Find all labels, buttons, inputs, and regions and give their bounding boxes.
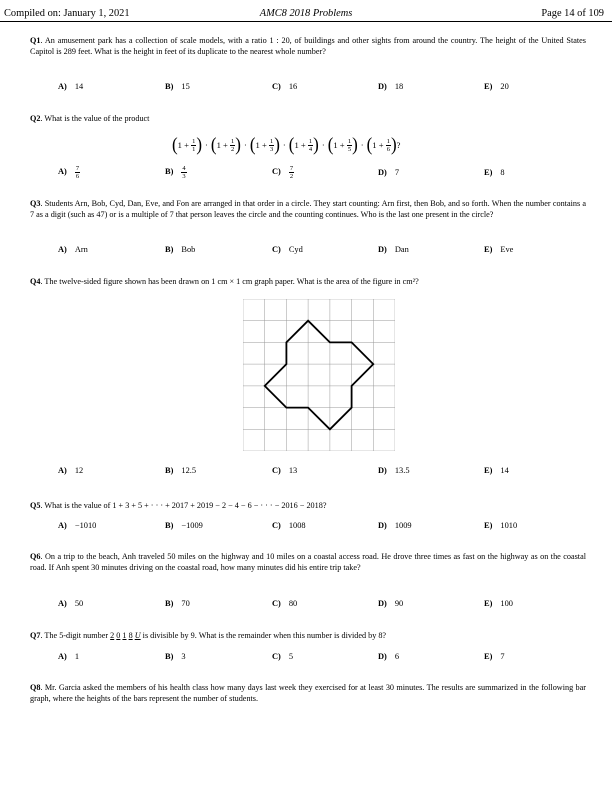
- question-text: . What is the value of the product: [40, 114, 150, 123]
- product-term: ( 1 + $\frac{1}{4}$ ): [288, 134, 319, 155]
- choice-a[interactable]: A) Arn: [58, 245, 88, 254]
- question-4: [30, 276, 586, 287]
- question-3: [30, 198, 586, 221]
- question-text: . Mr. Garcia asked the members of his health class how many days last week they exercised for at least 30 minutes. The results are summarized in the following bar graph, where the heights of the bars represent the number of students.: [30, 683, 586, 704]
- page-header: [4, 8, 608, 22]
- choice-c[interactable]: C) Cyd: [272, 245, 303, 254]
- choice-d[interactable]: D) 13.5: [378, 466, 410, 475]
- choice-e[interactable]: E) 1010: [484, 521, 518, 530]
- compiled-date: Compiled on: January 1, 2021: [4, 8, 130, 19]
- product-expression: ( 1 + $\frac{1}{1}$ ) · ( 1 + $\frac{1}{2}$ ) · ( 1 + $\frac{1}{3}$ ) · ( 1 + $\frac{1}{4}$ ) · ( 1 + $\frac{1}{5}$ ) · ( 1 + $\frac{1}{6}$ ) ?: [172, 134, 401, 155]
- question-1: [30, 35, 586, 58]
- product-term: ( 1 + $\frac{1}{1}$ ): [172, 134, 203, 155]
- answer-choices-q3: [58, 245, 598, 257]
- answer-choices-q4: [58, 466, 598, 478]
- document-title: AMC8 2018 Problems: [259, 8, 353, 19]
- header-rule: [0, 21, 612, 22]
- answer-choices-q5: [58, 521, 598, 533]
- choice-a[interactable]: A) 50: [58, 599, 84, 608]
- choice-b[interactable]: B) 3: [165, 652, 186, 661]
- choice-c[interactable]: C) 1008: [272, 521, 306, 530]
- question-number: Q4: [30, 277, 41, 286]
- answer-choices-q2: [58, 167, 598, 179]
- choice-a[interactable]: A) 12: [58, 466, 84, 475]
- question-7: Q7. The 5-digit number 2 0 1 8 U is divisible by 9. What is the remainder when this number is divided by 8?: [30, 631, 387, 640]
- twelve-sided-figure: [265, 321, 374, 430]
- question-8: [30, 682, 586, 705]
- choice-d[interactable]: D) 1009: [378, 521, 412, 530]
- question-number: Q1: [30, 36, 41, 45]
- question-number: Q8: [30, 683, 41, 692]
- product-term: ( 1 + $\frac{1}{5}$ ): [327, 134, 358, 155]
- choice-e[interactable]: E) 8: [484, 168, 505, 177]
- five-digit-number: 2 0 1 8 U: [110, 631, 141, 640]
- question-number: Q5: [30, 501, 41, 510]
- choice-a[interactable]: A) −1010: [58, 521, 97, 530]
- answer-choices-q6: [58, 599, 598, 611]
- choice-b[interactable]: B) −1009: [165, 521, 203, 530]
- graph-paper-figure: [243, 299, 395, 451]
- question-text: . What is the value of 1 + 3 + 5 + · · · + 2017 + 2019 − 2 − 4 − 6 − · · · − 2016 − 2018?: [40, 501, 327, 510]
- choice-b[interactable]: B) $\frac{4}{3}$: [165, 165, 186, 180]
- choice-e[interactable]: E) 20: [484, 82, 509, 91]
- choice-e[interactable]: E) Eve: [484, 245, 514, 254]
- choice-c[interactable]: C) 13: [272, 466, 298, 475]
- choice-e[interactable]: E) 7: [484, 652, 505, 661]
- choice-d[interactable]: D) 7: [378, 168, 400, 177]
- choice-b[interactable]: B) Bob: [165, 245, 196, 254]
- choice-d[interactable]: D) Dan: [378, 245, 409, 254]
- question-number: Q7: [30, 631, 41, 640]
- question-text: . Students Arn, Bob, Cyd, Dan, Eve, and Fon are arranged in that order in a circle. They start counting: Arn first, then Bob, and so forth. When the number contains a 7 as a digit (such as 47) or is a multiple of 7 that person leaves the circle and the counting continues. Who is the last one present in the circle?: [30, 199, 586, 220]
- product-term: ( 1 + $\frac{1}{2}$ ): [210, 134, 241, 155]
- answer-choices-q1: [58, 82, 598, 94]
- choice-a[interactable]: A) 14: [58, 82, 84, 91]
- question-text: . The twelve-sided figure shown has been drawn on 1 cm × 1 cm graph paper. What is the area of the figure in cm²?: [40, 277, 419, 286]
- choice-d[interactable]: D) 90: [378, 599, 404, 608]
- product-term: ( 1 + $\frac{1}{3}$ ): [249, 134, 280, 155]
- choice-d[interactable]: D) 18: [378, 82, 404, 91]
- choice-c[interactable]: C) 16: [272, 82, 298, 91]
- question-text: . On a trip to the beach, Anh traveled 50 miles on the highway and 10 miles on a coastal access road. He drove three times as fast on the highway as on the coastal road. If Anh spent 30 minutes driving on the coastal road, how many minutes did his entire trip take?: [30, 552, 586, 573]
- question-number: Q6: [30, 552, 41, 561]
- choice-b[interactable]: B) 70: [165, 599, 190, 608]
- grid-lines: [243, 299, 395, 451]
- product-term: ( 1 + $\frac{1}{6}$ ) ?: [366, 134, 401, 155]
- choice-d[interactable]: D) 6: [378, 652, 400, 661]
- choice-b[interactable]: B) 12.5: [165, 466, 197, 475]
- choice-a[interactable]: A) 1: [58, 652, 80, 661]
- choice-b[interactable]: B) 15: [165, 82, 190, 91]
- choice-c[interactable]: C) 80: [272, 599, 298, 608]
- choice-e[interactable]: E) 14: [484, 466, 509, 475]
- answer-choices-q7: [58, 652, 598, 664]
- choice-c[interactable]: C) $\frac{7}{2}$: [272, 165, 294, 180]
- question-number: Q3: [30, 199, 41, 208]
- page-number: Page 14 of 109: [541, 8, 604, 19]
- question-6: [30, 551, 586, 574]
- question-2: [30, 113, 586, 124]
- choice-a[interactable]: A) $\frac{7}{6}$: [58, 165, 80, 180]
- question-number: Q2: [30, 114, 41, 123]
- choice-c[interactable]: C) 5: [272, 652, 294, 661]
- choice-e[interactable]: E) 100: [484, 599, 513, 608]
- question-5: [30, 500, 586, 511]
- question-text: . An amusement park has a collection of scale models, with a ratio 1 : 20, of buildings and other sights from around the country. The height of the United States Capitol is 289 feet. What is the height in feet of its duplicate to the nearest whole number?: [30, 36, 586, 57]
